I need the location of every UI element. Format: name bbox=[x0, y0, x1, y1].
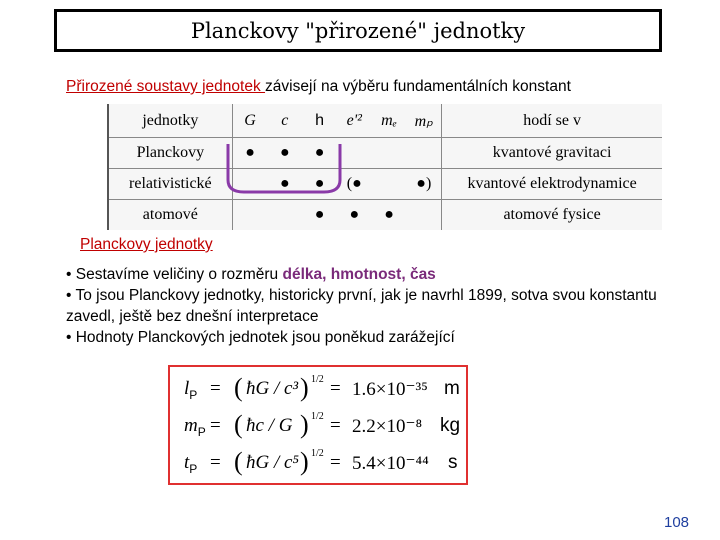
header-const-e: e'² bbox=[337, 104, 372, 138]
row-mark bbox=[337, 138, 372, 169]
formula-value: 1.6×10⁻³⁵ bbox=[352, 379, 428, 400]
intro-underlined: Přirozené soustavy jednotek bbox=[66, 78, 266, 95]
equals-sign: = bbox=[210, 378, 221, 399]
bullet-list bbox=[66, 264, 706, 348]
row-mark: ●) bbox=[406, 169, 441, 200]
header-const-G: G bbox=[232, 104, 267, 138]
formula-expression: ħG / c⁵ bbox=[246, 452, 300, 473]
table-row bbox=[109, 169, 662, 200]
slide-title-text: Planckovy "přirozené" jednotky bbox=[190, 18, 526, 43]
open-paren-icon: ( bbox=[234, 410, 243, 439]
table-row bbox=[109, 138, 662, 169]
header-const-me: mₑ bbox=[372, 104, 407, 138]
formula-row-length bbox=[170, 373, 466, 407]
row-mark: ● bbox=[302, 138, 337, 169]
formula-symbol bbox=[184, 452, 197, 476]
bullet-highlight: délka, hmotnost, čas bbox=[282, 266, 436, 283]
symbol-subscript: P bbox=[189, 387, 198, 402]
formula-exponent: 1/2 bbox=[311, 411, 324, 422]
row-mark: ● bbox=[302, 169, 337, 200]
open-paren-icon: ( bbox=[234, 373, 243, 402]
header-const-mp: mₚ bbox=[406, 104, 441, 138]
units-table bbox=[109, 104, 662, 230]
formula-exponent: 1/2 bbox=[311, 448, 324, 459]
row-mark: ● bbox=[349, 206, 360, 224]
bullet-item: • To jsou Planckovy jednotky, historicky první, jak je navrhl 1899, sotva svou konstantu zavedl, ještě bez dnešní interpretace bbox=[66, 287, 657, 325]
formula-value: 2.2×10⁻⁸ bbox=[352, 416, 423, 437]
symbol-subscript: P bbox=[197, 424, 206, 439]
row-applies: kvantové elektrodynamice bbox=[442, 169, 662, 200]
row-mark: ● bbox=[267, 169, 302, 200]
equals-sign: = bbox=[210, 415, 221, 436]
formula-unit: s bbox=[448, 452, 458, 473]
symbol-letter: l bbox=[184, 378, 190, 399]
symbol-letter: t bbox=[184, 452, 190, 473]
units-table-container bbox=[107, 104, 662, 230]
formula-box bbox=[168, 365, 468, 485]
bullet-text: • Sestavíme veličiny o rozměru bbox=[66, 266, 283, 283]
header-applies: hodí se v bbox=[442, 104, 662, 138]
row-mark: ● bbox=[232, 138, 267, 169]
bullet-item: • Hodnoty Planckových jednotek jsou poněkud zarážející bbox=[66, 329, 455, 346]
symbol-letter: m bbox=[184, 415, 198, 436]
row-mark bbox=[372, 169, 407, 200]
formula-expression: ħG / c³ bbox=[246, 378, 299, 399]
row-name: relativistické bbox=[109, 169, 232, 200]
row-mark: ● bbox=[267, 138, 302, 169]
table-header-row bbox=[109, 104, 662, 138]
header-name: jednotky bbox=[109, 104, 232, 138]
symbol-subscript: P bbox=[189, 461, 198, 476]
row-applies: kvantové gravitaci bbox=[442, 138, 662, 169]
equals-sign: = bbox=[210, 452, 221, 473]
row-mark bbox=[232, 200, 267, 230]
row-mark: ● bbox=[384, 206, 394, 224]
header-const-c: c bbox=[267, 104, 302, 138]
equals-sign: = bbox=[330, 378, 341, 399]
formula-symbol bbox=[184, 378, 197, 402]
row-applies: atomové fysice bbox=[442, 200, 662, 230]
close-paren-icon: ) bbox=[300, 373, 309, 402]
page-number: 108 bbox=[664, 514, 690, 531]
formula-unit: m bbox=[444, 378, 460, 399]
formula-expression: ħc / G bbox=[246, 415, 293, 436]
row-mark bbox=[406, 138, 441, 169]
row-name: Planckovy bbox=[109, 138, 232, 169]
row-mark bbox=[267, 200, 302, 230]
equals-sign: = bbox=[330, 452, 341, 473]
formula-row-mass bbox=[170, 410, 466, 444]
row-mark bbox=[232, 169, 267, 200]
bullet-item bbox=[66, 264, 706, 285]
row-mark: (● bbox=[337, 169, 372, 200]
formula-exponent: 1/2 bbox=[311, 374, 324, 385]
formula-unit: kg bbox=[440, 415, 461, 436]
row-name: atomové bbox=[109, 200, 232, 230]
slide-title bbox=[54, 9, 662, 52]
table-row bbox=[109, 200, 662, 230]
row-mark: ● bbox=[314, 206, 325, 224]
open-paren-icon: ( bbox=[234, 447, 243, 476]
formula-value: 5.4×10⁻⁴⁴ bbox=[352, 453, 429, 474]
formula-symbol bbox=[184, 415, 206, 439]
row-mark bbox=[406, 200, 441, 230]
intro-rest: závisejí na výběru fundamentálních konstant bbox=[265, 78, 571, 95]
close-paren-icon: ) bbox=[300, 447, 309, 476]
intro-line bbox=[66, 78, 571, 96]
subheading: Planckovy jednotky bbox=[80, 236, 213, 253]
header-const-h: h bbox=[302, 104, 337, 138]
formula-row-time bbox=[170, 447, 466, 481]
equals-sign: = bbox=[330, 415, 341, 436]
close-paren-icon: ) bbox=[300, 410, 309, 439]
row-mark bbox=[372, 138, 407, 169]
